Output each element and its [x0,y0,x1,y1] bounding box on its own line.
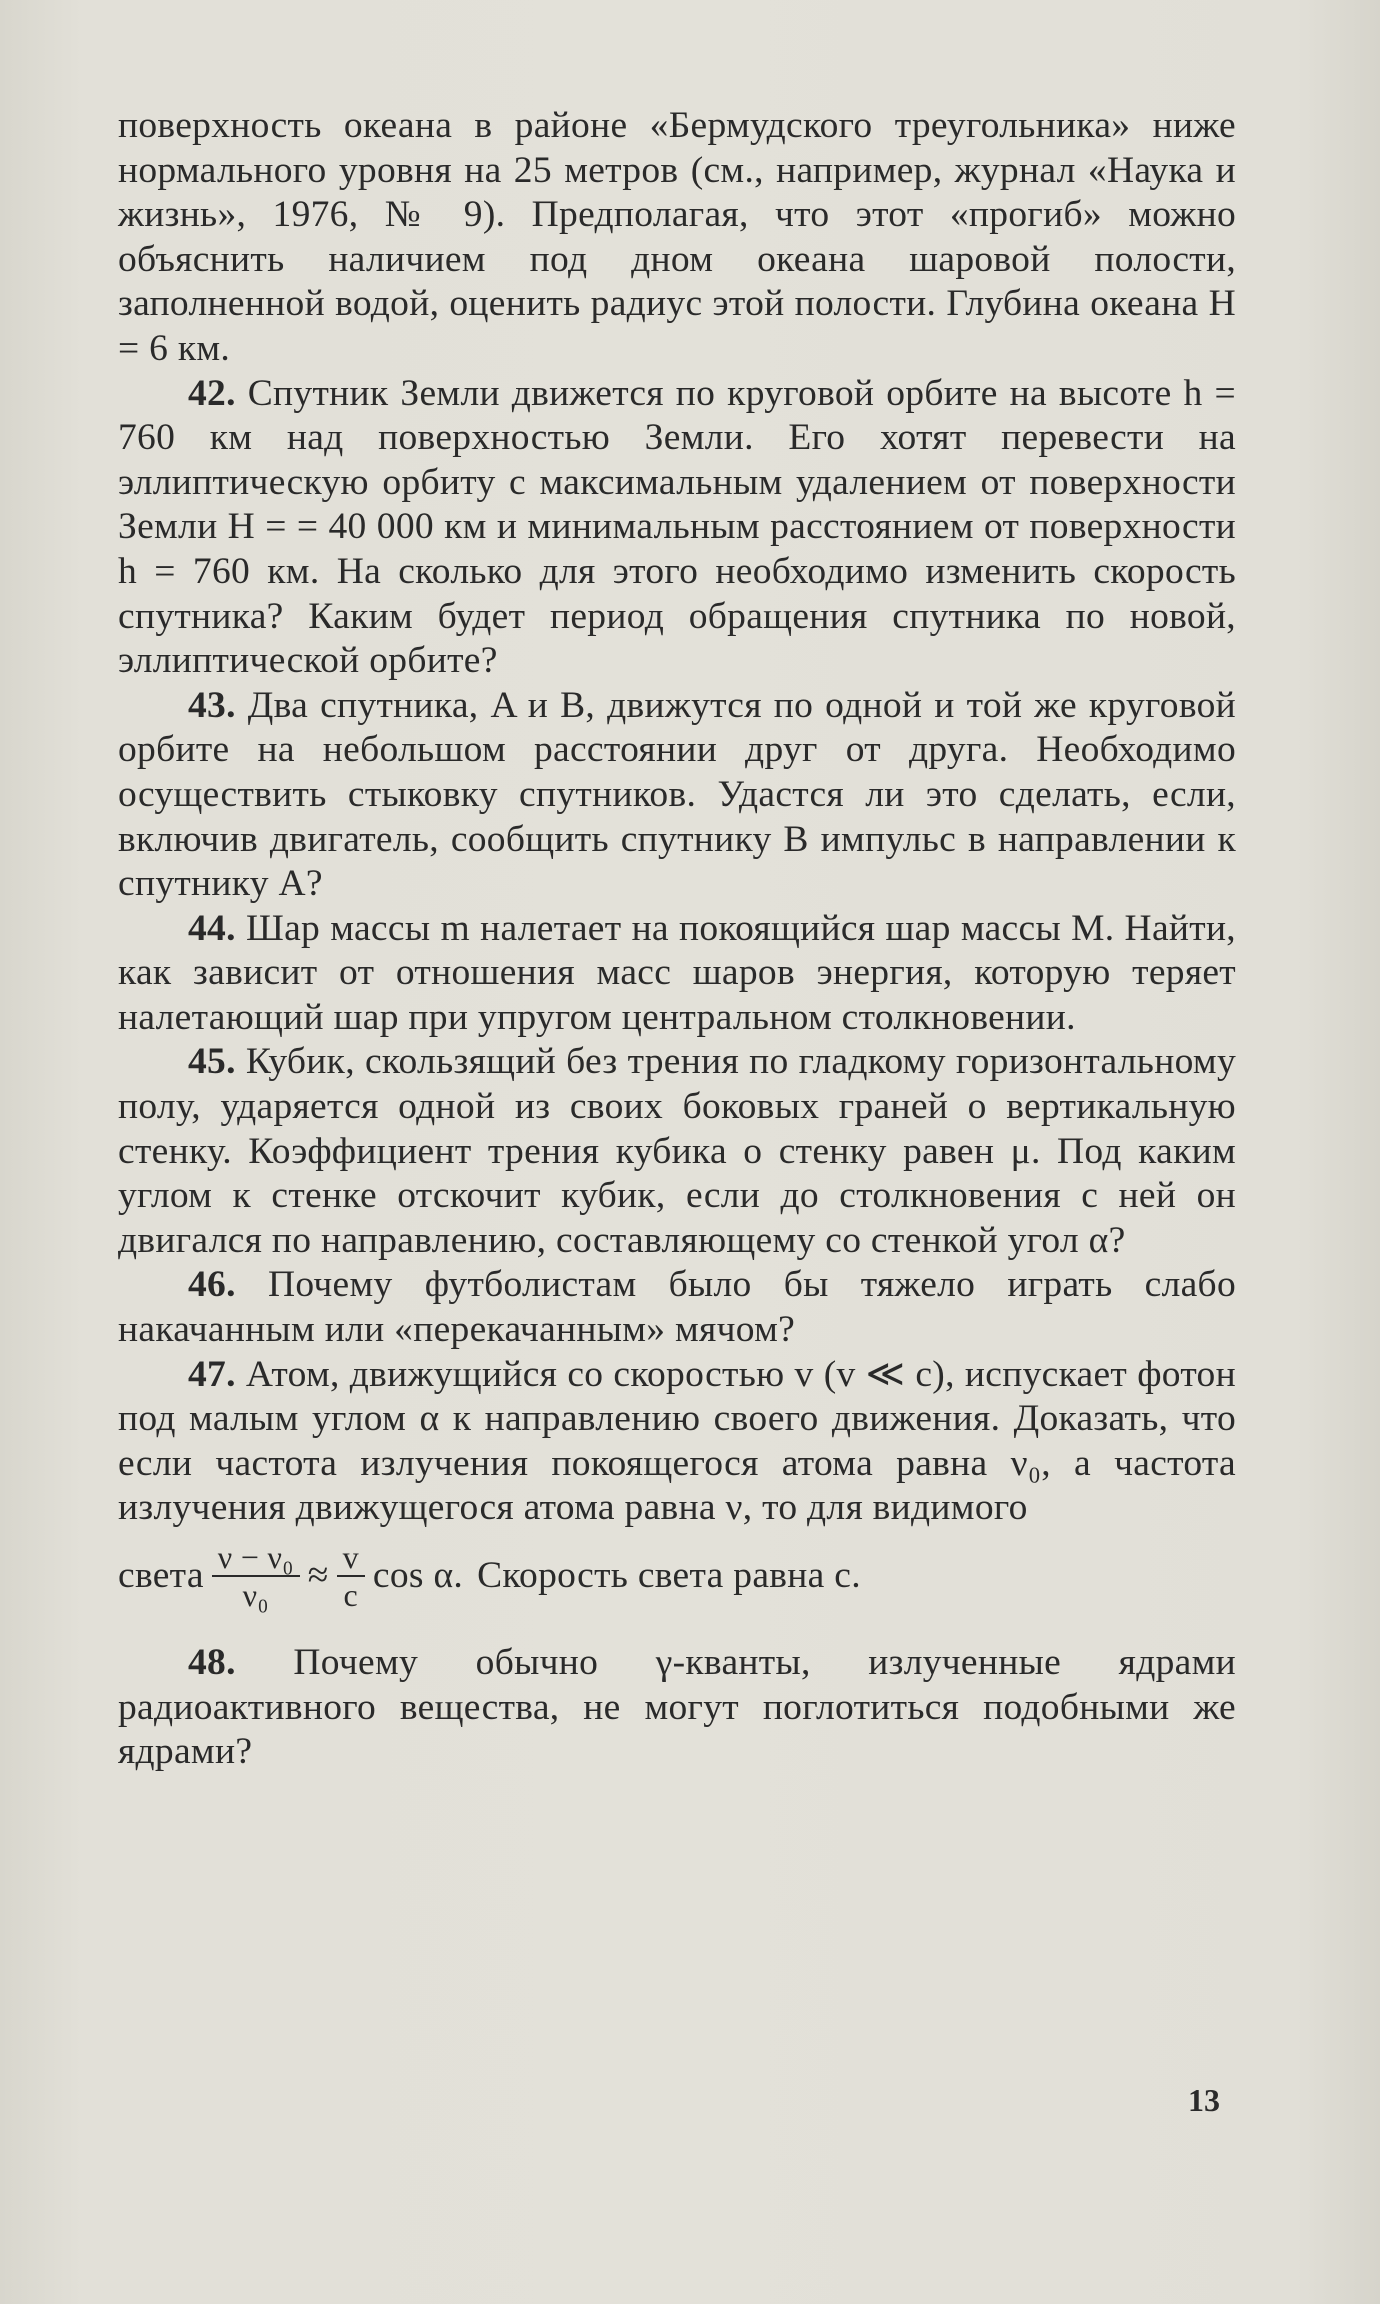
problem-42 [118,372,1236,684]
problem-text: Спутник Земли движется по круговой орбите на высоте h = 760 км над поверхностью Земли. Его хотят перевести на эллиптическую орбиту с максимальным удалением от поверхности Земли H = = 40 000 км и минимальным расстоянием от поверхности h = 760 км. На сколько для этого необходимо изменить скорость спутника? Каким будет период обращения спутника по новой, эллиптической орбите? [118,372,1236,682]
page-number: 13 [1188,2082,1220,2118]
problem-text: Атом, движущийся со скоростью v (v ≪ c), испускает фотон под малым углом α к направлению своего движения. Доказать, что если частота излучения покоящегося атома равна ν₀, а частота излучения движущегося атома равна ν, то для видимого [118,1353,1236,1529]
problem-text: Кубик, скользящий без трения по гладкому горизонтальному полу, ударяется одной из своих боковых граней о вертикальную стенку. Коэффициент трения кубика о стенку равен μ. Под каким углом к стенке отскочит кубик, если до столкновения с ней он двигался по направлению, составляющему со стенкой угол α? [118,1041,1236,1261]
problem-number: 47. [188,1353,236,1395]
fraction-numerator: v [337,1539,365,1577]
problem-text: Шар массы m налетает на покоящийся шар массы M. Найти, как зависит от отношения масс шаров энергия, которую теряет налетающий шар при упругом центральном столкновении. [118,907,1236,1038]
problem-number: 46. [188,1264,236,1306]
fraction-denominator: c [343,1577,359,1613]
problem-number: 45. [188,1041,236,1083]
approx-symbol: ≈ [307,1554,329,1596]
formula-prefix: света [118,1554,204,1596]
problem-text: Почему футболистам было бы тяжело играть слабо накачанным или «перекачанным» мячом? [118,1264,1236,1351]
fraction-lhs [212,1539,300,1613]
intro-paragraph: поверхность океана в районе «Бермудского треугольника» ниже нормального уровня на 25 метров (см., например, журнал «Наука и жизнь», 1976, № 9). Предполагая, что этот «прогиб» можно объяснить наличием под дном океана шаровой полости, заполненной водой, оценить радиус этой полости. Глубина океана H = 6 км. [118,105,1236,369]
problem-46 [118,1263,1236,1352]
problem-number: 43. [188,684,236,726]
problem-number: 44. [188,907,236,949]
page-text [118,104,1236,1775]
paragraph-spacer [118,1621,1236,1641]
problem-number: 42. [188,372,236,414]
problem-44 [118,907,1236,1041]
fraction-numerator: ν − ν₀ [212,1539,300,1577]
problem-43 [118,684,1236,907]
problem-text: Два спутника, A и B, движутся по одной и той же круговой орбите на небольшом расстоянии друг от друга. Необходимо осуществить стыковку спутников. Удастся ли это сделать, если, включив двигатель, сообщить спутнику B импульс в направлении к спутнику A? [118,684,1236,905]
problem-45 [118,1040,1236,1263]
problem-47 [118,1353,1236,1531]
doppler-formula [118,1531,1236,1621]
fraction-denominator: ν₀ [242,1577,269,1613]
problem-48 [118,1641,1236,1775]
formula-suffix: Скорость света равна c. [477,1554,861,1596]
formula-tail: cos α. [372,1554,464,1596]
fraction-rhs [337,1539,365,1613]
problem-number: 48. [188,1642,236,1683]
problem-text: Почему обычно γ-кванты, излученные ядрами радиоактивного вещества, не могут поглотиться подобными же ядрами? [118,1642,1236,1773]
